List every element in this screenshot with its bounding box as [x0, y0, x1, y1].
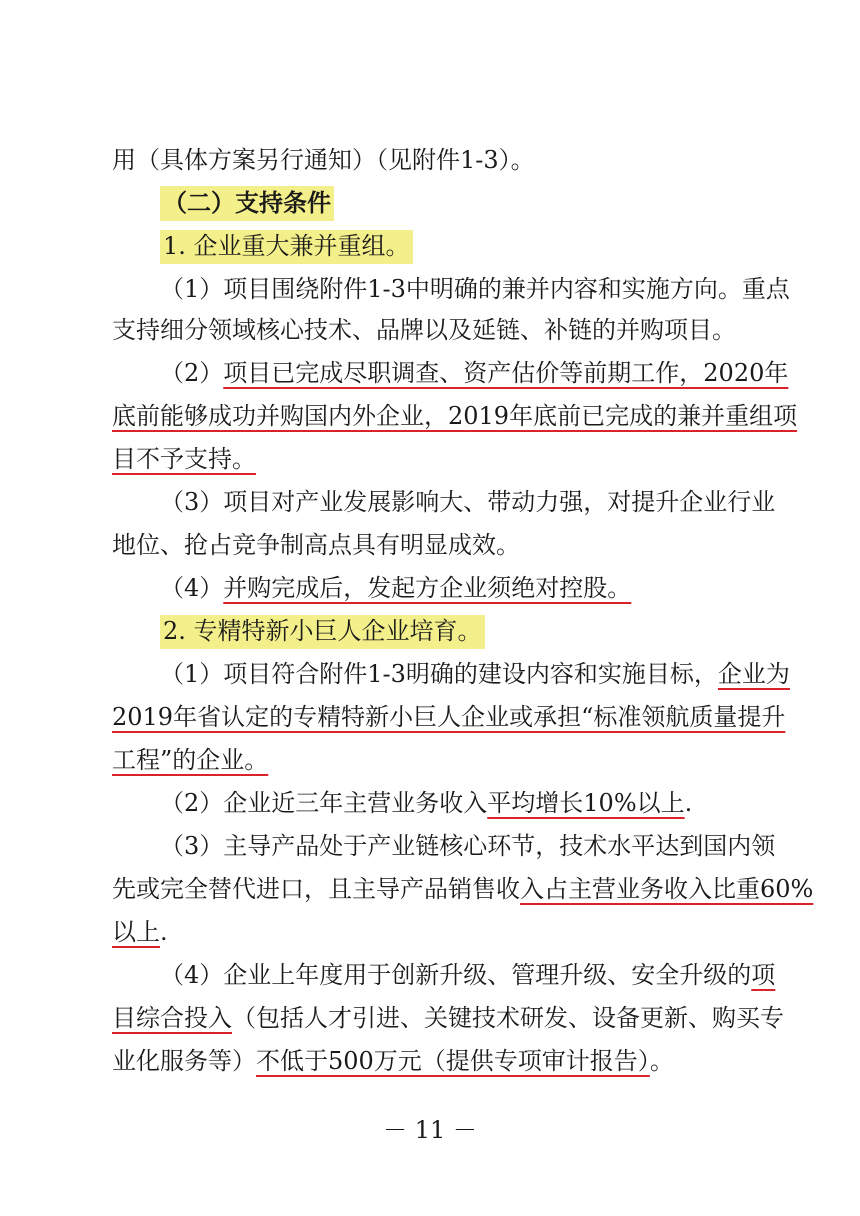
underlined-text: 不低于500万元（提供专项审计报告）: [256, 1047, 650, 1075]
highlighted-heading: 2. 专精特新小巨人企业培育。: [160, 615, 485, 649]
paragraph-line: [112, 1043, 674, 1079]
text-run: （4）企业上年度用于创新升级、管理升级、安全升级的: [160, 961, 752, 989]
text-run: 地位、抢占竞争制高点具有明显成效。: [112, 531, 520, 559]
subsection-heading: [160, 228, 413, 264]
text-run: 用（具体方案另行通知）（见附件1-3）。: [112, 146, 535, 174]
paragraph-line: [112, 871, 813, 907]
highlighted-heading: 1. 企业重大兼并重组。: [160, 230, 413, 264]
paragraph-line: [112, 312, 736, 348]
paragraph-line: [112, 1000, 784, 1036]
underlined-text: 项: [751, 961, 776, 989]
underlined-text: 并购完成后，发起方企业须绝对控股。: [223, 574, 632, 602]
paragraph-line: [160, 656, 790, 692]
paragraph-line: [160, 785, 692, 821]
paragraph-line: [112, 527, 520, 563]
paragraph-line: [112, 441, 256, 477]
underlined-text: 企业为: [717, 660, 790, 688]
text-run: （2）: [160, 359, 224, 387]
text-run: （3）主导产品处于产业链核心环节，技术水平达到国内领: [160, 832, 776, 860]
underlined-text: 目综合投入: [112, 1004, 232, 1032]
page-number: － 11 －: [383, 1116, 477, 1144]
paragraph-line: [160, 484, 775, 520]
text-run: 支持细分领域核心技术、品牌以及延链、补链的并购项目。: [112, 316, 736, 344]
underlined-text: 项目已完成尽职调查、资产估价等前期工作，2020年: [223, 359, 789, 387]
paragraph-line: [160, 355, 788, 391]
underlined-text: 平均增长10%以上: [487, 789, 685, 817]
text-run: （2）企业近三年主营业务收入: [160, 789, 488, 817]
text-run: （1）项目符合附件1-3明确的建设内容和实施目标，: [160, 660, 718, 688]
paragraph-line: [112, 142, 535, 178]
section-heading: [160, 185, 334, 221]
underlined-text: 2019年省认定的专精特新小巨人企业或承担“标准领航质量提升: [112, 703, 786, 731]
underlined-text: 入占主营业务收入比重60%: [520, 875, 814, 903]
text-run: （包括人才引进、关键技术研发、设备更新、购买专: [232, 1004, 784, 1032]
text-run: （3）项目对产业发展影响大、带动力强，对提升企业行业: [160, 488, 776, 516]
subsection-heading: [160, 613, 485, 649]
paragraph-line: [112, 699, 785, 735]
underlined-text: 以上: [112, 918, 160, 946]
highlighted-heading: （二）支持条件: [160, 186, 334, 221]
paragraph-line: [160, 271, 790, 307]
text-run: （1）项目围绕附件1-3中明确的兼并内容和实施方向。重点: [160, 275, 790, 303]
text-run: 先或完全替代进口，且主导产品销售收: [112, 875, 520, 903]
paragraph-line: [160, 957, 775, 993]
underlined-text: 目不予支持。: [112, 445, 256, 473]
text-run: .: [160, 918, 168, 946]
text-run: （4）: [160, 574, 224, 602]
underlined-text: 底前能够成功并购国内外企业，2019年底前已完成的兼并重组项: [112, 402, 798, 430]
paragraph-line: [160, 828, 775, 864]
underlined-text: 工程”的企业。: [112, 746, 269, 774]
paragraph-line: [160, 570, 631, 606]
text-run: .: [684, 789, 693, 817]
text-run: 业化服务等）: [112, 1047, 256, 1075]
paragraph-line: [112, 914, 168, 950]
paragraph-line: [112, 742, 268, 778]
text-run: 。: [649, 1047, 674, 1075]
paragraph-line: [112, 398, 797, 434]
